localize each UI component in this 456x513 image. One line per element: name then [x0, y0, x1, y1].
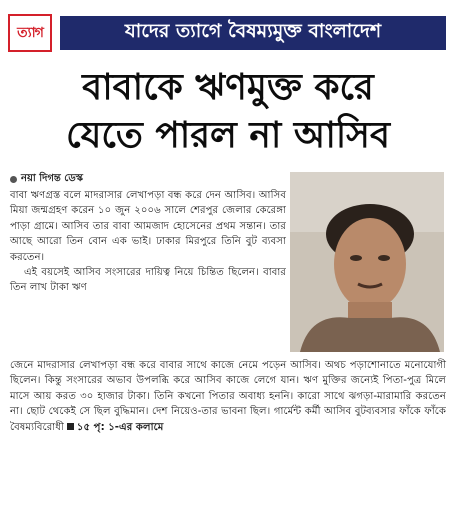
headline-line-1: বাবাকে ঋণমুক্ত করে [82, 67, 374, 108]
portrait-photo [290, 172, 444, 352]
article-body-top [10, 188, 286, 296]
article-paragraph-2-rest: জেনে মাদরাসার লেখাপড়া বন্ধ করে বাবার সাথে কাজে নেমে পড়েন আসিব। অথচ পড়াশোনাতে মনোযোগী ছিলেন। কিন্তু সংসারের অভাব উপলব্ধি করে আসিব কাজে লেগে যান। ঋণ মুক্তির জন্যেই পিতা-পুত্র মিলে মাসে আয় করত ৩০ হাজার টাকা। তিনি কখনো পিতার অবাধ্য হননি। কারো সাথে ঝগড়া-মারামারি করতেন না। ছোট থেকেই সে ছিল বুদ্ধিমান। দেশ নিয়েও-তার ভাবনা ছিল। গার্মেন্ট কর্মী আসিব বুটব্যবসার ফাঁকে ফাঁকে বৈষম্যবিরোধী [10, 360, 446, 433]
series-logo [8, 14, 52, 52]
article-paragraph-2-start: এই বয়সেই আসিব সংসারের দায়িত্ব নিয়ে চিন্তিত ছিলেন। বাবার তিন লাখ টাকা ঋণ [10, 267, 286, 294]
article-paragraph-1: বাবা ঋণগ্রস্ত বলে মাদরাসার লেখাপড়া বন্ধ করে দেন আসিব। আসিব মিয়া জন্মগ্রহণ করেন ১০ জুন ২০০৬ সালে শেরপুর জেলার কেরেঙ্গা পাড়া গ্রামে। আসিব তার বাবা আমজাদ হোসেনের প্রথম সন্তান। তার আছে আরো তিন বোন এক ভাই। ঢাকার মিরপুরে তিনি বুট ব্যবসা করতেন। [10, 190, 286, 263]
headline [8, 64, 448, 160]
section-banner [8, 14, 448, 52]
headline-line-2: যেতে পারল না আসিব [66, 115, 390, 156]
continuation-note: ১৫ পৃ: ১-এর কলামে [76, 421, 164, 433]
series-title: যাদের ত্যাগে বৈষম্যমুক্ত বাংলাদেশ [124, 20, 382, 42]
byline-bullet-icon [10, 176, 17, 183]
portrait-photo-icon [290, 172, 444, 352]
byline [10, 171, 83, 188]
byline-text: নয়া দিগন্ত ডেস্ক [21, 173, 83, 184]
series-title-bar [60, 16, 446, 50]
article-body-bottom [10, 358, 446, 435]
series-logo-text: ত্যাগ [17, 25, 43, 41]
continuation-square-icon [67, 423, 74, 430]
